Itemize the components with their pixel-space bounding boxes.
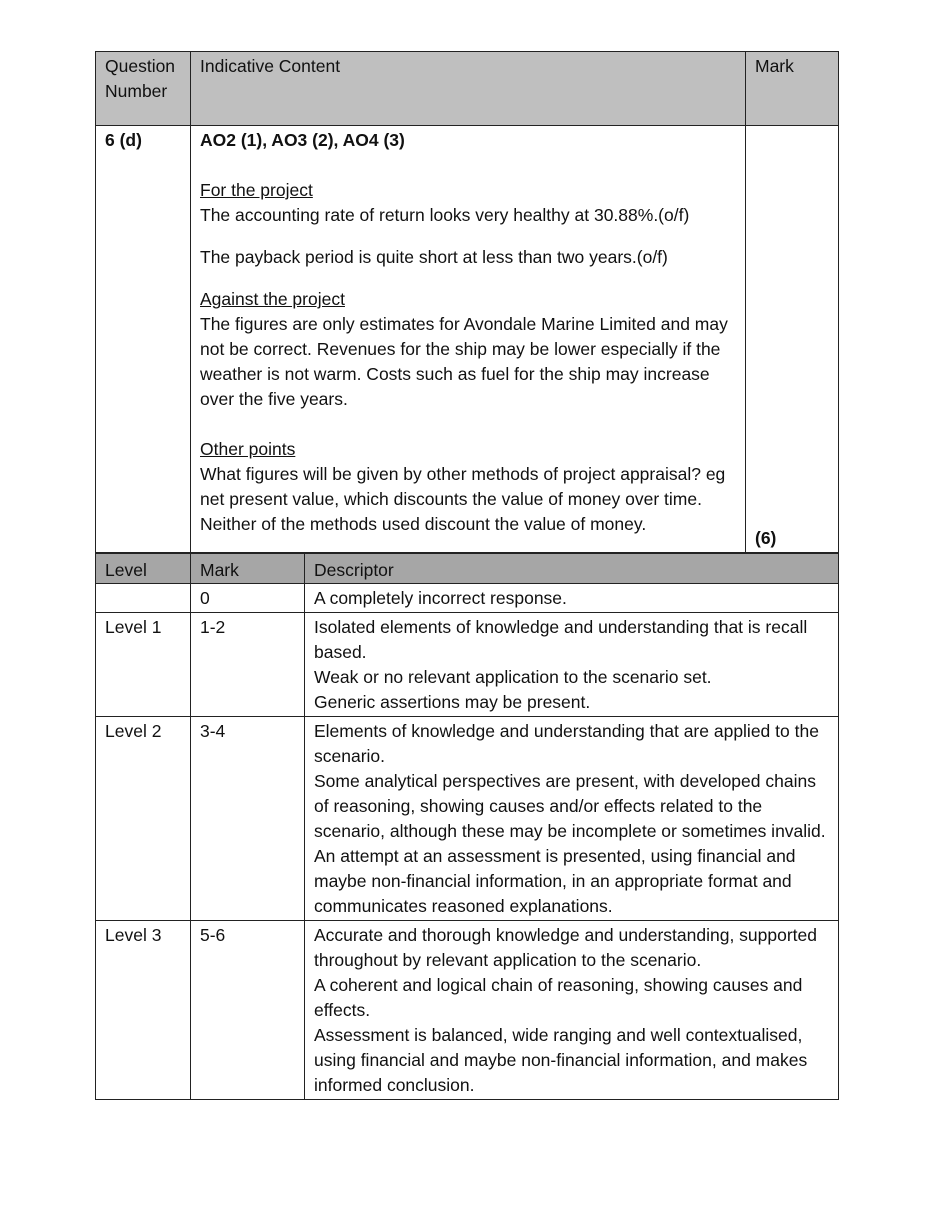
header-level: Level (96, 554, 191, 584)
header-descriptor: Descriptor (305, 554, 839, 584)
level-mark: 1-2 (191, 613, 305, 717)
level-mark: 5-6 (191, 921, 305, 1100)
for-point: The accounting rate of return looks very healthy at 30.88%.(o/f) (200, 205, 690, 225)
level-mark: 0 (191, 584, 305, 613)
level-mark: 3-4 (191, 717, 305, 921)
question-row (96, 126, 839, 553)
header-mark: Mark (191, 554, 305, 584)
level-row-1 (96, 613, 839, 717)
descriptor-line: Isolated elements of knowledge and understanding that is recall based. (314, 617, 808, 662)
level-descriptor (305, 584, 839, 613)
level-row-3 (96, 921, 839, 1100)
descriptor-line: Elements of knowledge and understanding that are applied to the scenario. (314, 721, 819, 766)
descriptor-line: Generic assertions may be present. (314, 692, 591, 712)
levels-table (95, 553, 839, 1100)
for-point: The payback period is quite short at less than two years.(o/f) (200, 247, 668, 267)
indicative-content (191, 126, 746, 553)
total-mark: (6) (755, 528, 777, 548)
header-question-number: Question Number (96, 52, 191, 126)
for-heading: For the project (200, 180, 313, 200)
descriptor-line: A completely incorrect response. (314, 588, 567, 608)
descriptor-line: Assessment is balanced, wide ranging and well contextualised, using financial and maybe non-financial information, and makes informed conclusion. (314, 1025, 808, 1095)
descriptor-line: Accurate and thorough knowledge and understanding, supported throughout by relevant application to the scenario. (314, 925, 818, 970)
descriptor-line: A coherent and logical chain of reasoning, showing causes and effects. (314, 975, 803, 1020)
mark-scheme-page (95, 51, 838, 1100)
question-table-header-row (96, 52, 839, 126)
header-indicative-content: Indicative Content (191, 52, 746, 126)
levels-header-row (96, 554, 839, 584)
question-number: 6 (d) (96, 126, 191, 553)
level-descriptor (305, 717, 839, 921)
level-label: Level 2 (96, 717, 191, 921)
assessment-objectives: AO2 (1), AO3 (2), AO4 (3) (200, 130, 405, 150)
level-label: Level 3 (96, 921, 191, 1100)
descriptor-line: An attempt at an assessment is presented, using financial and maybe non-financial information, in an appropriate format and communicates reasoned explanations. (314, 846, 796, 916)
level-label (96, 584, 191, 613)
other-text: What figures will be given by other methods of project appraisal? eg net present value, which discounts the value of money over time. Neither of the methods used discount the value of money. (200, 464, 726, 534)
level-label: Level 1 (96, 613, 191, 717)
question-table (95, 51, 839, 553)
mark-cell (746, 126, 839, 553)
other-heading: Other points (200, 439, 296, 459)
descriptor-line: Weak or no relevant application to the scenario set. (314, 667, 712, 687)
level-descriptor (305, 921, 839, 1100)
against-text: The figures are only estimates for Avondale Marine Limited and may not be correct. Revenues for the ship may be lower especially if the weather is not warm. Costs such as fuel for the ship may increase over the five years. (200, 314, 728, 409)
against-heading: Against the project (200, 289, 345, 309)
level-row-0 (96, 584, 839, 613)
descriptor-line: Some analytical perspectives are present, with developed chains of reasoning, showing causes and/or effects related to the scenario, although these may be incomplete or sometimes invalid. (314, 771, 826, 841)
header-mark: Mark (746, 52, 839, 126)
level-row-2 (96, 717, 839, 921)
level-descriptor (305, 613, 839, 717)
